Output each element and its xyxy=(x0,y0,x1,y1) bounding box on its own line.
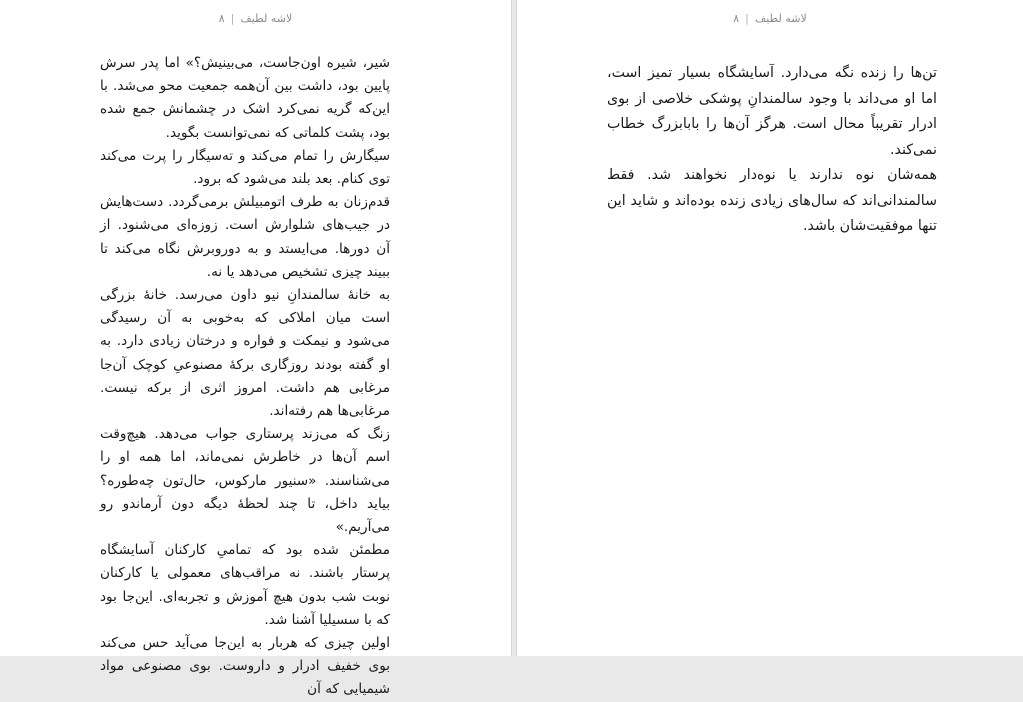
paragraph: قدم‌زنان به طرف اتومبیلش برمی‌گردد. دست‌هایش در جیب‌های شلوارش است. زوزه‌ای می‌شنود. از آن دورها. می‌ایستد و به دوروبرش نگاه می‌کند تا ببیند چیزی تشخیص می‌دهد یا نه. xyxy=(100,194,390,280)
header-separator: | xyxy=(745,12,749,25)
paragraph: زنگ که می‌زند پرستاری جواب می‌دهد. هیچ‌وقت اسم آن‌ها در خاطرش نمی‌ماند، اما همه او را می‌شناسند. «سنیور مارکوس، حال‌تون چه‌طوره؟ بیاید داخل، تا چند لحظهٔ دیگه دون آرماندو رو می‌آریم.» xyxy=(100,426,390,536)
right-page xyxy=(516,0,1023,656)
paragraph: سیگارش را تمام می‌کند و ته‌سیگار را پرت می‌کند توی کنام. بعد بلند می‌شود که برود. xyxy=(100,147,390,188)
running-header xyxy=(517,12,1023,25)
page-number: ۸ xyxy=(733,12,740,25)
paragraph: اولین چیزی که هربار به این‌جا می‌آید حس می‌کند بوی خفیف ادرار و داروست. بوی مصنوعی مواد شیمیایی که آن xyxy=(100,635,390,698)
paragraph: مطمئن شده بود که تمامیِ کارکنان آسایشگاه پرستار باشند. نه مراقب‌های معمولی یا کارکنان نوبت شب بدون هیچ آموزش و تجربه‌ای. این‌جا بود که با سسیلیا آشنا شد. xyxy=(100,542,390,628)
paragraph: به خانهٔ سالمندانِ نیو داون می‌رسد. خانهٔ بزرگی است میان املاکی که به‌خوبی به آن رسیدگی می‌شود و نیمکت و فواره و درختان زیادی دارد. به او گفته بودند روزگاری برکهٔ مصنوعیِ کوچک آن‌جا مرغابی هم داشت. امروز اثری از برکه نیست. مرغابی‌ها هم رفته‌اند. xyxy=(100,287,390,420)
book-title: لاشه لطیف xyxy=(754,12,807,25)
paragraph: شیر، شیره اون‌جاست، می‌بینیش؟» اما پدر سرش پایین بود، داشت بین آن‌همه جمعیت محو می‌شد. با این‌که گریه نمی‌کرد اشک در چشمانش جمع شده بود، پشت کلماتی که نمی‌توانست بگوید. xyxy=(100,55,390,141)
book-title: لاشه لطیف xyxy=(240,12,293,25)
page-body xyxy=(607,61,937,240)
paragraph: تن‌ها را زنده نگه می‌دارد. آسایشگاه بسیار تمیز است، اما او می‌داند با وجود سالمندانِ پوشکی خلاصی از بوی ادرار تقریباً محال است. هرگز آن‌ها را بابابزرگ خطاب نمی‌کند. xyxy=(607,65,937,158)
paragraph: همه‌شان نوه ندارند یا نوه‌دار نخواهند شد. فقط سالمندانی‌اند که سال‌های زیادی زنده بوده‌اند و شاید این تنها موفقیت‌شان باشد. xyxy=(607,167,937,234)
page-body xyxy=(100,52,390,702)
left-page xyxy=(0,0,512,698)
running-header xyxy=(0,12,511,25)
header-separator: | xyxy=(230,12,235,25)
page-number: ۸ xyxy=(218,12,225,25)
